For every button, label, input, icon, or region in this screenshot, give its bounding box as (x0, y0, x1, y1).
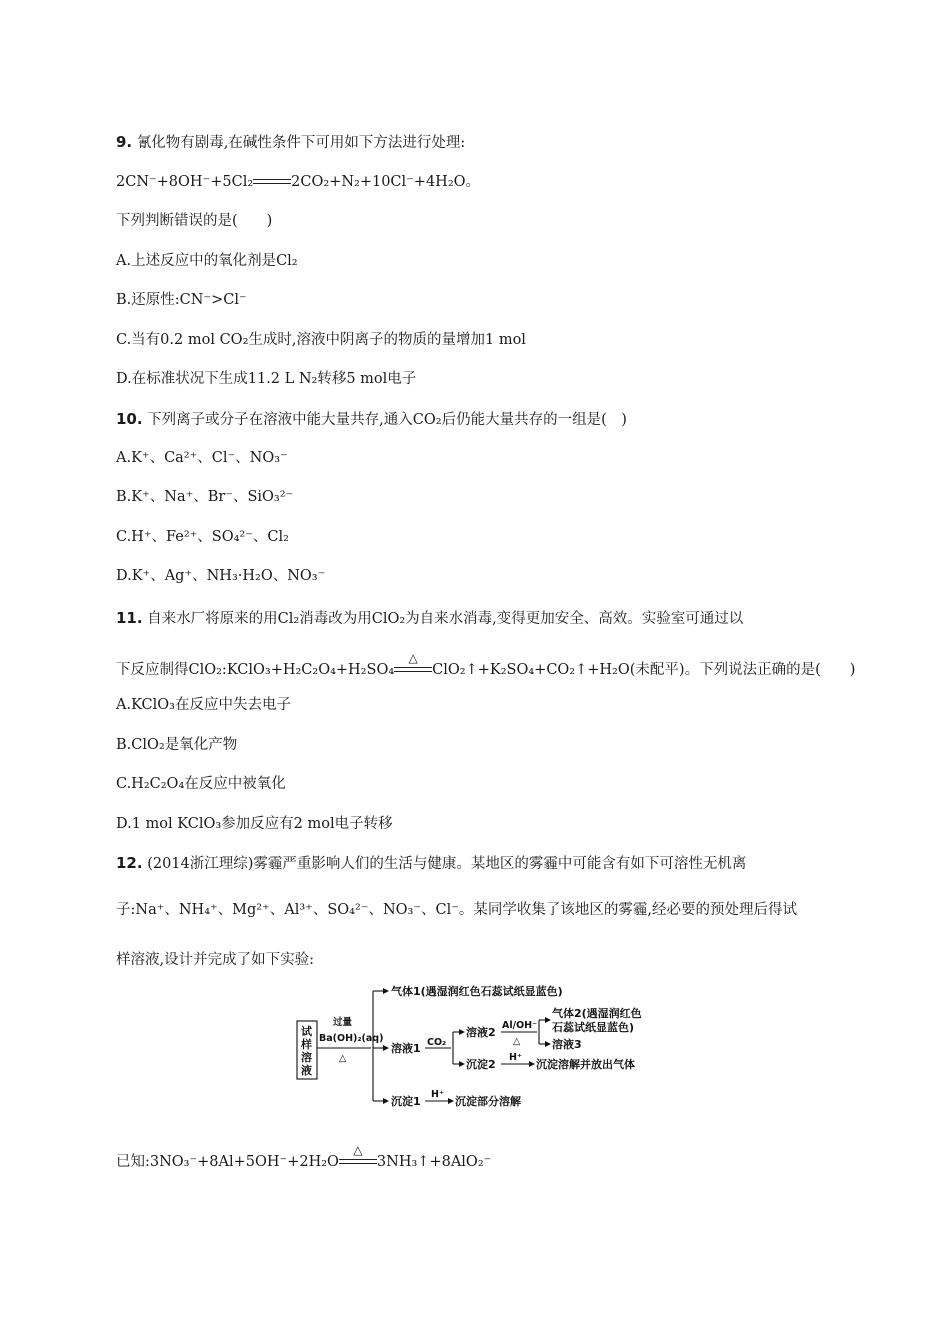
arrowhead (383, 1098, 389, 1104)
q9-stem-line (116, 132, 465, 153)
solution1-label: 溶液1 (391, 1042, 421, 1055)
q12-stem-line3: 样溶液,设计并完成了如下实验: (116, 952, 314, 968)
equals-sign (253, 177, 291, 187)
condition-2: △ (513, 1036, 521, 1047)
known-left: 已知:3NO₃⁻+8Al+5OH⁻+2H₂O (116, 1154, 339, 1170)
q11-option-b: B.ClO₂是氧化产物 (116, 737, 238, 753)
arrowhead (459, 1061, 465, 1067)
known-right: 3NH₃↑+8AlO₂⁻ (376, 1154, 492, 1170)
reagent1-condition: △ (339, 1053, 347, 1064)
sample-char-3: 溶 (301, 1051, 312, 1064)
al-oh-label: Al/OH⁻ (502, 1020, 538, 1031)
q9-equation-left: 2CN⁻+8OH⁻+5Cl₂ (116, 174, 254, 190)
q9-option-c: C.当有0.2 mol CO₂生成时,溶液中阴离子的物质的量增加1 mol (116, 332, 526, 348)
q11-stem1: 自来水厂将原来的用Cl₂消毒改为用ClO₂为自来水消毒,变得更加安全、高效。实验室可通过以 (147, 611, 744, 627)
arrowhead (383, 988, 389, 994)
q9-ask: 下列判断错误的是( ) (116, 213, 273, 229)
co2-label: CO₂ (427, 1037, 447, 1048)
arrowhead (529, 1061, 535, 1067)
h-plus-label-1: H⁺ (431, 1089, 444, 1100)
q10-number: 10. (116, 410, 143, 428)
q9-option-a: A.上述反应中的氧化剂是Cl₂ (116, 253, 298, 269)
q9-equation-right: 2CO₂+N₂+10Cl⁻+4H₂O。 (291, 174, 481, 190)
q10-option-d: D.K⁺、Ag⁺、NH₃·H₂O、NO₃⁻ (116, 568, 326, 584)
arrowhead (448, 1098, 454, 1104)
gas1-label: 气体1(遇湿润红色石蕊试纸显蓝色) (391, 985, 563, 998)
q12-stem-line1 (116, 853, 746, 874)
heated-equals-sign (394, 651, 432, 675)
q11-stem2-left: 下反应制得ClO₂:KClO₃+H₂C₂O₄+H₂SO₄ (116, 662, 395, 678)
q11-stem2-right: ClO₂↑+K₂SO₄+CO₂↑+H₂O(未配平)。下列说法正确的是( ) (432, 662, 856, 678)
q11-option-d: D.1 mol KClO₃参加反应有2 mol电子转移 (116, 816, 393, 832)
precip1-result: 沉淀部分溶解 (455, 1095, 521, 1108)
q11-stem-line2 (116, 651, 856, 680)
gas2-label-line2: 石蕊试纸显蓝色) (552, 1021, 635, 1034)
precip1-label: 沉淀1 (391, 1095, 421, 1108)
q9-option-d: D.在标准状况下生成11.2 L N₂转移5 mol电子 (116, 371, 417, 387)
q10-option-b: B.K⁺、Na⁺、Br⁻、SiO₃²⁻ (116, 489, 294, 505)
q10-option-a: A.K⁺、Ca²⁺、Cl⁻、NO₃⁻ (116, 450, 288, 466)
reagent1-top-label: 过量 (333, 1017, 353, 1028)
q12-number: 12. (116, 854, 143, 872)
arrowhead (459, 1029, 465, 1035)
q12-known-reaction (116, 1143, 492, 1172)
q9-stem: 氰化物有剧毒,在碱性条件下可用如下方法进行处理: (136, 135, 466, 151)
q11-number: 11. (116, 609, 143, 627)
solution2-label: 溶液2 (466, 1026, 496, 1039)
arrowhead (545, 1017, 551, 1023)
solution3-label: 溶液3 (552, 1038, 582, 1051)
q12-stem-line2: 子:Na⁺、NH₄⁺、Mg²⁺、Al³⁺、SO₄²⁻、NO₃⁻、Cl⁻。某同学收集了该地区的雾霾,经必要的预处理后得试 (116, 902, 797, 918)
q9-option-b: B.还原性:CN⁻>Cl⁻ (116, 292, 247, 308)
precip2-label: 沉淀2 (466, 1058, 496, 1071)
sample-char-1: 试 (301, 1025, 312, 1038)
delta-icon: △ (353, 1143, 363, 1157)
arrowhead (545, 1041, 551, 1047)
q11-option-c: C.H₂C₂O₄在反应中被氧化 (116, 776, 286, 792)
q10-stem: 下列离子或分子在溶液中能大量共存,通入CO₂后仍能大量共存的一组是( ) (147, 412, 627, 428)
sample-char-4: 液 (301, 1064, 312, 1077)
experiment-flow-diagram (293, 983, 673, 1113)
q11-option-a: A.KClO₃在反应中失去电子 (116, 697, 291, 713)
reagent1-label: Ba(OH)₂(aq) (319, 1033, 384, 1044)
arrowhead (383, 1045, 389, 1051)
q12-stem1: (2014浙江理综)雾霾严重影响人们的生活与健康。某地区的雾霾中可能含有如下可溶性无机离 (147, 856, 747, 872)
h-plus-label-2: H⁺ (509, 1052, 522, 1063)
q9-number: 9. (116, 133, 133, 151)
q10-option-c: C.H⁺、Fe²⁺、SO₄²⁻、Cl₂ (116, 529, 289, 545)
q9-equation (116, 172, 480, 192)
q10-stem-line (116, 409, 627, 430)
delta-icon: △ (408, 651, 418, 665)
heated-equals-sign (339, 1143, 377, 1167)
sample-char-2: 样 (301, 1038, 312, 1051)
gas2-label-line1: 气体2(遇湿润红色 (552, 1007, 642, 1020)
precip2-result: 沉淀溶解并放出气体 (536, 1058, 635, 1071)
q11-stem-line1 (116, 608, 743, 629)
